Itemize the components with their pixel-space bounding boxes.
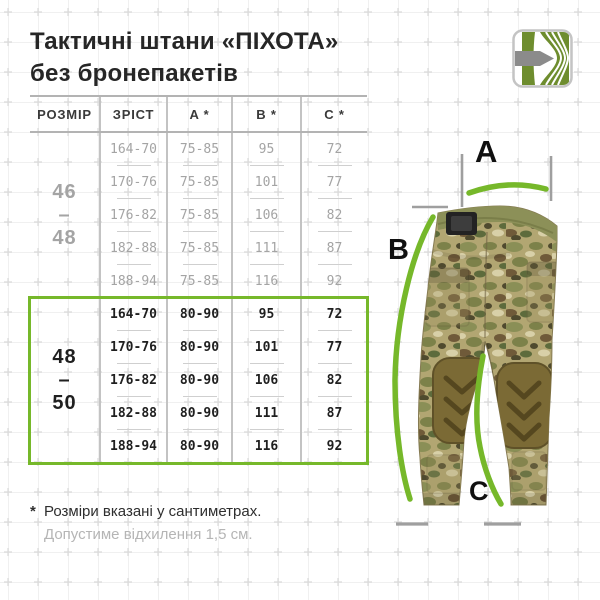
cell-c: 77 xyxy=(302,166,367,199)
right-ankle-pocket xyxy=(512,452,546,490)
cell-a: 75-85 xyxy=(168,199,233,232)
table-row xyxy=(101,265,367,298)
table-row xyxy=(101,133,367,166)
brand-logo xyxy=(512,29,573,88)
left-ankle-pocket xyxy=(427,455,462,493)
col-size: РОЗМІР xyxy=(30,97,101,131)
cell-c: 92 xyxy=(326,274,343,289)
brand-logo-icon xyxy=(512,29,573,88)
table-row xyxy=(101,166,367,199)
cell-b: 95 xyxy=(233,298,302,331)
size-range-label: 48 – 50 xyxy=(30,298,101,463)
footnote-tolerance: Допустиме відхилення 1,5 см. xyxy=(44,525,253,543)
cell-a: 80-90 xyxy=(168,364,233,397)
right-knee-pad xyxy=(497,363,552,448)
cell-a: 80-90 xyxy=(168,397,233,430)
cell-c: 77 xyxy=(302,331,367,364)
cell-a: 80-90 xyxy=(168,331,233,364)
cell-height: 164-70 xyxy=(101,298,168,331)
size-table xyxy=(30,95,367,463)
table-row xyxy=(101,199,367,232)
cell-height: 164-70 xyxy=(101,133,168,166)
measure-label-a: A xyxy=(475,134,498,169)
cell-c: 82 xyxy=(302,364,367,397)
page-title xyxy=(30,26,338,89)
table-row xyxy=(101,298,367,331)
cell-height: 176-82 xyxy=(101,364,168,397)
table-row xyxy=(101,430,367,463)
cell-height: 170-76 xyxy=(101,166,168,199)
table-row xyxy=(101,331,367,364)
title-line-1: Тактичні штани «ПІХОТА» xyxy=(30,28,339,55)
cell-b: 101 xyxy=(233,166,302,199)
cell-a: 80-90 xyxy=(168,430,233,463)
cell-height: 182-88 xyxy=(101,232,168,265)
cell-height: 188-94 xyxy=(101,265,168,298)
cell-a: 75-85 xyxy=(168,133,233,166)
cell-a: 75-85 xyxy=(168,166,233,199)
cell-b: 116 xyxy=(233,265,302,298)
cell-c: 82 xyxy=(302,199,367,232)
cell-b: 101 xyxy=(233,331,302,364)
pants-photo xyxy=(415,205,565,507)
measure-label-c: C xyxy=(469,476,489,506)
size-group-48-50-highlighted xyxy=(30,298,367,463)
cell-b: 111 xyxy=(233,397,302,430)
cell-b: 106 xyxy=(233,199,302,232)
title-line-2: без бронепакетів xyxy=(30,59,239,87)
cell-c: 87 xyxy=(302,397,367,430)
footnotes xyxy=(30,501,261,546)
col-c: C * xyxy=(324,106,345,122)
cell-b: 111 xyxy=(233,232,302,265)
footnote-units: * Розміри вказані у сантиметрах. xyxy=(30,501,261,524)
pants-diagram xyxy=(378,140,600,540)
table-row xyxy=(101,364,367,397)
cell-c: 72 xyxy=(302,133,367,166)
col-height: ЗРІСТ xyxy=(101,97,168,131)
cell-a: 75-85 xyxy=(168,265,233,298)
cell-b: 95 xyxy=(233,133,302,166)
col-a: A * xyxy=(168,97,233,131)
size-group-46-48 xyxy=(30,133,367,298)
cell-a: 80-90 xyxy=(168,298,233,331)
cell-c: 87 xyxy=(302,232,367,265)
col-b: B * xyxy=(233,97,302,131)
arc-a xyxy=(469,185,546,193)
cell-height: 182-88 xyxy=(101,397,168,430)
table-row xyxy=(101,397,367,430)
cell-height: 170-76 xyxy=(101,331,168,364)
cell-height: 176-82 xyxy=(101,199,168,232)
table-row xyxy=(101,232,367,265)
size-table-header xyxy=(30,95,367,133)
footnote-asterisk: * xyxy=(30,503,36,520)
cell-b: 106 xyxy=(233,364,302,397)
measure-label-b: B xyxy=(388,234,409,266)
cell-b: 116 xyxy=(233,430,302,463)
cell-a: 75-85 xyxy=(168,232,233,265)
cell-c: 92 xyxy=(326,439,343,454)
size-range-label: 46 – 48 xyxy=(30,133,101,298)
cell-height: 188-94 xyxy=(101,430,168,463)
cell-c: 72 xyxy=(302,298,367,331)
